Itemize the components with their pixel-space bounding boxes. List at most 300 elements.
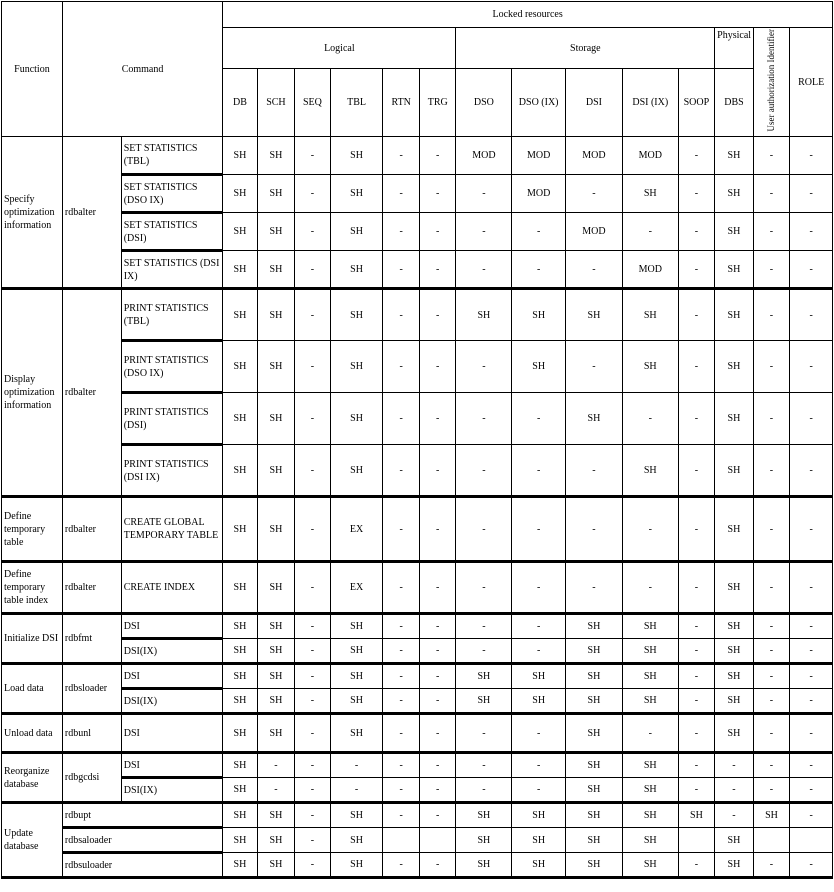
lock-value-cell: - bbox=[383, 689, 420, 714]
lock-value-cell: SH bbox=[257, 664, 295, 689]
lock-value-cell: - bbox=[753, 689, 790, 714]
lock-value-cell: SH bbox=[566, 664, 623, 689]
lock-value-cell: - bbox=[678, 213, 715, 251]
lock-value-cell: - bbox=[295, 689, 331, 714]
command-cell: DSI bbox=[121, 753, 222, 778]
lock-value-cell: - bbox=[678, 689, 715, 714]
lock-value-cell: - bbox=[456, 213, 512, 251]
function-cell: Unload data bbox=[2, 714, 63, 753]
lock-value-cell: SH bbox=[330, 445, 383, 497]
col-header: DSI bbox=[566, 69, 623, 137]
lock-value-cell: - bbox=[295, 828, 331, 853]
lock-value-cell: SH bbox=[223, 213, 257, 251]
lock-value-cell: - bbox=[419, 137, 456, 175]
lock-value-cell: SH bbox=[223, 393, 257, 445]
lock-value-cell: - bbox=[678, 251, 715, 289]
lock-value-cell: SH bbox=[257, 803, 295, 828]
lock-value-cell: - bbox=[456, 639, 512, 664]
lock-value-cell: SH bbox=[223, 664, 257, 689]
lock-value-cell: - bbox=[678, 639, 715, 664]
lock-value-cell: - bbox=[512, 753, 566, 778]
lock-value-cell: - bbox=[456, 714, 512, 753]
lock-value-cell: - bbox=[753, 497, 790, 562]
lock-value-cell: SH bbox=[257, 639, 295, 664]
lock-value-cell: SH bbox=[223, 614, 257, 639]
lock-value-cell: SH bbox=[566, 689, 623, 714]
utility-cell: rdbfmt bbox=[62, 614, 121, 664]
function-cell: Display optimization information bbox=[2, 289, 63, 497]
lock-value-cell: - bbox=[383, 803, 420, 828]
lock-value-cell: - bbox=[790, 251, 833, 289]
lock-value-cell: SH bbox=[223, 778, 257, 803]
utility-cell: rdbalter bbox=[62, 562, 121, 614]
lock-value-cell: - bbox=[790, 778, 833, 803]
lock-value-cell: SH bbox=[678, 803, 715, 828]
command-cell: PRINT STATISTICS (DSI) bbox=[121, 393, 222, 445]
lock-value-cell: SH bbox=[223, 753, 257, 778]
col-header: SEQ bbox=[295, 69, 331, 137]
col-header: DSI (IX) bbox=[622, 69, 678, 137]
lock-value-cell: - bbox=[678, 137, 715, 175]
lock-value-cell: SH bbox=[456, 689, 512, 714]
lock-value-cell: - bbox=[622, 393, 678, 445]
lock-value-cell: SH bbox=[257, 828, 295, 853]
lock-value-cell: SH bbox=[223, 289, 257, 341]
table-row bbox=[2, 213, 833, 251]
lock-value-cell: MOD bbox=[566, 213, 623, 251]
lock-value-cell: SH bbox=[330, 289, 383, 341]
lock-value-cell: - bbox=[753, 213, 790, 251]
lock-value-cell: - bbox=[566, 341, 623, 393]
lock-value-cell: SH bbox=[257, 213, 295, 251]
lock-value-cell: SH bbox=[330, 689, 383, 714]
lock-table bbox=[1, 1, 833, 879]
lock-value-cell: SH bbox=[330, 251, 383, 289]
lock-value-cell: - bbox=[383, 497, 420, 562]
lock-value-cell: SH bbox=[223, 853, 257, 878]
lock-value-cell: - bbox=[419, 213, 456, 251]
lock-value-cell: - bbox=[295, 497, 331, 562]
lock-value-cell: - bbox=[678, 175, 715, 213]
command-cell: DSI bbox=[121, 714, 222, 753]
lock-value-cell: SH bbox=[566, 714, 623, 753]
lock-value-cell: SH bbox=[330, 639, 383, 664]
lock-value-cell: - bbox=[753, 714, 790, 753]
lock-value-cell: - bbox=[512, 614, 566, 639]
lock-value-cell: - bbox=[295, 614, 331, 639]
lock-value-cell: - bbox=[790, 664, 833, 689]
lock-value-cell: - bbox=[383, 562, 420, 614]
lock-value-cell: SH bbox=[257, 714, 295, 753]
col-header: DSO (IX) bbox=[512, 69, 566, 137]
lock-value-cell: SH bbox=[622, 853, 678, 878]
lock-value-cell: SH bbox=[223, 497, 257, 562]
lock-value-cell: - bbox=[456, 445, 512, 497]
lock-value-cell: - bbox=[295, 562, 331, 614]
header-user-auth-id bbox=[753, 28, 790, 137]
lock-value-cell: - bbox=[383, 341, 420, 393]
lock-value-cell: - bbox=[419, 175, 456, 213]
lock-value-cell: SH bbox=[330, 664, 383, 689]
header-role: ROLE bbox=[790, 28, 833, 137]
lock-value-cell: SH bbox=[566, 289, 623, 341]
lock-value-cell: - bbox=[715, 753, 754, 778]
table-row bbox=[2, 289, 833, 341]
lock-value-cell: - bbox=[295, 803, 331, 828]
lock-value-cell: - bbox=[678, 289, 715, 341]
lock-value-cell: - bbox=[419, 664, 456, 689]
lock-value-cell: - bbox=[419, 639, 456, 664]
col-header: DB bbox=[223, 69, 257, 137]
lock-value-cell: - bbox=[678, 664, 715, 689]
lock-value-cell: - bbox=[295, 664, 331, 689]
command-cell: SET STATISTICS (TBL) bbox=[121, 137, 222, 175]
table-row bbox=[2, 664, 833, 689]
lock-value-cell: - bbox=[295, 251, 331, 289]
lock-value-cell: - bbox=[790, 445, 833, 497]
lock-value-cell: - bbox=[512, 251, 566, 289]
lock-value-cell: - bbox=[295, 778, 331, 803]
lock-value-cell: - bbox=[790, 497, 833, 562]
lock-value-cell: - bbox=[566, 562, 623, 614]
table-row bbox=[2, 445, 833, 497]
lock-value-cell: SH bbox=[715, 853, 754, 878]
lock-value-cell: SH bbox=[223, 689, 257, 714]
lock-value-cell: - bbox=[678, 753, 715, 778]
lock-value-cell: - bbox=[678, 714, 715, 753]
lock-value-cell: SH bbox=[512, 341, 566, 393]
lock-value-cell: - bbox=[790, 289, 833, 341]
lock-value-cell: SH bbox=[223, 341, 257, 393]
col-header: TRG bbox=[419, 69, 456, 137]
lock-value-cell: SH bbox=[257, 562, 295, 614]
command-cell: DSI(IX) bbox=[121, 639, 222, 664]
lock-value-cell: - bbox=[383, 714, 420, 753]
lock-value-cell: - bbox=[419, 497, 456, 562]
lock-value-cell: - bbox=[383, 393, 420, 445]
lock-value-cell: - bbox=[330, 778, 383, 803]
lock-value-cell: - bbox=[295, 853, 331, 878]
lock-value-cell: SH bbox=[223, 639, 257, 664]
utility-cell: rdbgcdsi bbox=[62, 753, 121, 803]
lock-value-cell bbox=[678, 828, 715, 853]
utility-cell: rdbalter bbox=[62, 497, 121, 562]
lock-value-cell: SH bbox=[512, 289, 566, 341]
lock-value-cell: - bbox=[383, 664, 420, 689]
lock-value-cell: SH bbox=[223, 714, 257, 753]
lock-value-cell: - bbox=[512, 445, 566, 497]
lock-value-cell: - bbox=[512, 497, 566, 562]
function-cell: Define temporary table index bbox=[2, 562, 63, 614]
lock-value-cell: - bbox=[456, 251, 512, 289]
lock-value-cell: - bbox=[512, 393, 566, 445]
lock-value-cell: - bbox=[753, 445, 790, 497]
lock-value-cell: SH bbox=[622, 639, 678, 664]
lock-value-cell: - bbox=[295, 175, 331, 213]
lock-value-cell: - bbox=[622, 562, 678, 614]
lock-value-cell: MOD bbox=[512, 137, 566, 175]
command-cell: PRINT STATISTICS (DSI IX) bbox=[121, 445, 222, 497]
lock-value-cell: SH bbox=[715, 213, 754, 251]
lock-value-cell: SH bbox=[257, 251, 295, 289]
lock-value-cell: - bbox=[257, 753, 295, 778]
lock-value-cell: - bbox=[512, 714, 566, 753]
table-row bbox=[2, 251, 833, 289]
lock-value-cell: - bbox=[383, 639, 420, 664]
lock-value-cell: - bbox=[383, 853, 420, 878]
lock-value-cell: SH bbox=[223, 828, 257, 853]
lock-value-cell: - bbox=[512, 213, 566, 251]
table-row bbox=[2, 175, 833, 213]
lock-value-cell: - bbox=[790, 639, 833, 664]
function-cell: Initialize DSI bbox=[2, 614, 63, 664]
command-cell: SET STATISTICS (DSO IX) bbox=[121, 175, 222, 213]
lock-value-cell: - bbox=[419, 289, 456, 341]
lock-value-cell: - bbox=[383, 137, 420, 175]
lock-value-cell: SH bbox=[512, 828, 566, 853]
lock-value-cell: - bbox=[383, 778, 420, 803]
header-command: Command bbox=[62, 2, 222, 137]
lock-value-cell: MOD bbox=[456, 137, 512, 175]
command-cell: SET STATISTICS (DSI) bbox=[121, 213, 222, 251]
lock-value-cell: - bbox=[383, 445, 420, 497]
lock-value-cell: - bbox=[566, 497, 623, 562]
lock-value-cell: - bbox=[330, 753, 383, 778]
lock-value-cell: SH bbox=[566, 393, 623, 445]
table-row bbox=[2, 497, 833, 562]
utility-cell: rdbunl bbox=[62, 714, 121, 753]
lock-value-cell: SH bbox=[330, 393, 383, 445]
function-cell: Specify optimization information bbox=[2, 137, 63, 289]
lock-value-cell: SH bbox=[622, 689, 678, 714]
lock-value-cell: SH bbox=[330, 714, 383, 753]
lock-value-cell: - bbox=[383, 614, 420, 639]
lock-value-cell: - bbox=[456, 614, 512, 639]
lock-value-cell: SH bbox=[622, 341, 678, 393]
utility-cell: rdbalter bbox=[62, 137, 121, 289]
lock-value-cell: - bbox=[419, 562, 456, 614]
lock-value-cell: - bbox=[383, 251, 420, 289]
lock-value-cell: - bbox=[790, 803, 833, 828]
lock-value-cell: SH bbox=[257, 393, 295, 445]
lock-value-cell: SH bbox=[330, 341, 383, 393]
lock-value-cell: - bbox=[715, 778, 754, 803]
lock-value-cell: SH bbox=[257, 137, 295, 175]
lock-value-cell: SH bbox=[257, 445, 295, 497]
table-row bbox=[2, 562, 833, 614]
lock-value-cell: - bbox=[790, 137, 833, 175]
function-cell: Reorganize database bbox=[2, 753, 63, 803]
lock-value-cell: - bbox=[295, 753, 331, 778]
table-row bbox=[2, 393, 833, 445]
function-cell: Update database bbox=[2, 803, 63, 878]
lock-value-cell: - bbox=[419, 753, 456, 778]
lock-value-cell: SH bbox=[715, 251, 754, 289]
command-cell: PRINT STATISTICS (TBL) bbox=[121, 289, 222, 341]
lock-value-cell: SH bbox=[622, 803, 678, 828]
lock-value-cell: SH bbox=[715, 289, 754, 341]
lock-value-cell: SH bbox=[512, 803, 566, 828]
lock-value-cell: SH bbox=[456, 289, 512, 341]
lock-value-cell: SH bbox=[566, 778, 623, 803]
utility-cell: rdbalter bbox=[62, 289, 121, 497]
lock-value-cell: - bbox=[753, 853, 790, 878]
lock-value-cell: SH bbox=[622, 753, 678, 778]
lock-value-cell: SH bbox=[566, 753, 623, 778]
lock-value-cell: - bbox=[419, 689, 456, 714]
lock-value-cell: - bbox=[295, 445, 331, 497]
lock-value-cell bbox=[790, 828, 833, 853]
lock-value-cell: - bbox=[753, 664, 790, 689]
lock-value-cell: SH bbox=[715, 639, 754, 664]
lock-value-cell: SH bbox=[257, 289, 295, 341]
lock-value-cell: - bbox=[295, 137, 331, 175]
lock-value-cell: SH bbox=[715, 714, 754, 753]
lock-value-cell: - bbox=[566, 175, 623, 213]
lock-value-cell: - bbox=[678, 614, 715, 639]
lock-value-cell: - bbox=[295, 289, 331, 341]
lock-value-cell: SH bbox=[715, 562, 754, 614]
lock-value-cell: SH bbox=[715, 497, 754, 562]
lock-value-cell: - bbox=[715, 803, 754, 828]
function-cell: Define temporary table bbox=[2, 497, 63, 562]
command-cell: SET STATISTICS (DSI IX) bbox=[121, 251, 222, 289]
lock-value-cell: - bbox=[456, 497, 512, 562]
lock-value-cell: - bbox=[419, 778, 456, 803]
lock-value-cell: - bbox=[512, 562, 566, 614]
lock-value-cell: SH bbox=[330, 175, 383, 213]
col-header: DBS bbox=[715, 69, 754, 137]
command-cell: PRINT STATISTICS (DSO IX) bbox=[121, 341, 222, 393]
lock-value-cell: SH bbox=[456, 853, 512, 878]
lock-value-cell: - bbox=[753, 175, 790, 213]
lock-value-cell: - bbox=[456, 778, 512, 803]
table-row bbox=[2, 341, 833, 393]
lock-value-cell: - bbox=[753, 753, 790, 778]
lock-value-cell: - bbox=[790, 853, 833, 878]
lock-value-cell: - bbox=[678, 393, 715, 445]
header-function: Function bbox=[2, 2, 63, 137]
lock-value-cell: - bbox=[678, 445, 715, 497]
utility-cell: rdbsloader bbox=[62, 664, 121, 714]
lock-value-cell: MOD bbox=[512, 175, 566, 213]
lock-value-cell: SH bbox=[622, 614, 678, 639]
lock-value-cell: SH bbox=[622, 445, 678, 497]
lock-value-cell: SH bbox=[715, 664, 754, 689]
table-row bbox=[2, 853, 833, 878]
lock-value-cell: SH bbox=[566, 639, 623, 664]
lock-value-cell: - bbox=[790, 753, 833, 778]
lock-value-cell: SH bbox=[223, 251, 257, 289]
lock-value-cell: - bbox=[790, 714, 833, 753]
lock-value-cell: - bbox=[295, 393, 331, 445]
lock-value-cell: - bbox=[753, 137, 790, 175]
lock-value-cell: - bbox=[383, 289, 420, 341]
lock-value-cell: - bbox=[790, 175, 833, 213]
lock-value-cell: SH bbox=[715, 445, 754, 497]
lock-value-cell: - bbox=[419, 853, 456, 878]
table-row bbox=[2, 803, 833, 828]
lock-value-cell: MOD bbox=[622, 251, 678, 289]
lock-value-cell: SH bbox=[715, 341, 754, 393]
lock-value-cell: EX bbox=[330, 497, 383, 562]
lock-value-cell: - bbox=[295, 341, 331, 393]
lock-value-cell: SH bbox=[512, 664, 566, 689]
lock-value-cell: SH bbox=[223, 175, 257, 213]
lock-value-cell: - bbox=[566, 445, 623, 497]
lock-value-cell: - bbox=[622, 714, 678, 753]
lock-value-cell: - bbox=[678, 778, 715, 803]
lock-value-cell: SH bbox=[715, 614, 754, 639]
lock-value-cell: - bbox=[622, 497, 678, 562]
command-cell: DSI(IX) bbox=[121, 778, 222, 803]
lock-value-cell: SH bbox=[257, 175, 295, 213]
lock-value-cell: - bbox=[383, 753, 420, 778]
lock-value-cell: - bbox=[753, 778, 790, 803]
lock-value-cell: - bbox=[456, 175, 512, 213]
lock-value-cell: - bbox=[790, 614, 833, 639]
lock-value-cell: - bbox=[753, 562, 790, 614]
lock-value-cell: - bbox=[383, 213, 420, 251]
command-cell: rdbupt bbox=[62, 803, 222, 828]
lock-value-cell: - bbox=[753, 639, 790, 664]
lock-value-cell: - bbox=[419, 251, 456, 289]
command-cell: CREATE INDEX bbox=[121, 562, 222, 614]
lock-value-cell: SH bbox=[622, 289, 678, 341]
lock-value-cell: SH bbox=[330, 828, 383, 853]
lock-value-cell: SH bbox=[715, 137, 754, 175]
lock-value-cell: - bbox=[295, 639, 331, 664]
table-row bbox=[2, 828, 833, 853]
lock-value-cell: SH bbox=[223, 445, 257, 497]
lock-value-cell: - bbox=[419, 393, 456, 445]
lock-value-cell: - bbox=[512, 778, 566, 803]
header-storage: Storage bbox=[456, 28, 715, 69]
table-row bbox=[2, 137, 833, 175]
lock-value-cell: - bbox=[678, 497, 715, 562]
lock-value-cell: - bbox=[790, 689, 833, 714]
lock-value-cell: - bbox=[790, 393, 833, 445]
lock-value-cell: - bbox=[753, 289, 790, 341]
lock-value-cell: - bbox=[622, 213, 678, 251]
lock-value-cell: - bbox=[456, 562, 512, 614]
header-logical: Logical bbox=[223, 28, 456, 69]
command-cell: CREATE GLOBAL TEMPORARY TABLE bbox=[121, 497, 222, 562]
lock-value-cell: - bbox=[753, 341, 790, 393]
lock-value-cell: - bbox=[753, 251, 790, 289]
table-row bbox=[2, 639, 833, 664]
lock-value-cell: - bbox=[419, 445, 456, 497]
lock-value-cell: - bbox=[678, 853, 715, 878]
lock-value-cell: SH bbox=[456, 828, 512, 853]
lock-value-cell: - bbox=[512, 639, 566, 664]
lock-value-cell: SH bbox=[330, 213, 383, 251]
lock-value-cell: - bbox=[257, 778, 295, 803]
table-row bbox=[2, 614, 833, 639]
lock-value-cell: SH bbox=[257, 853, 295, 878]
lock-value-cell: SH bbox=[223, 137, 257, 175]
lock-value-cell: EX bbox=[330, 562, 383, 614]
lock-value-cell: - bbox=[790, 341, 833, 393]
table-row bbox=[2, 714, 833, 753]
lock-value-cell: - bbox=[678, 341, 715, 393]
lock-value-cell: SH bbox=[622, 828, 678, 853]
lock-value-cell: - bbox=[383, 175, 420, 213]
lock-value-cell: - bbox=[566, 251, 623, 289]
lock-value-cell bbox=[383, 828, 420, 853]
lock-value-cell: - bbox=[790, 213, 833, 251]
lock-value-cell: SH bbox=[715, 828, 754, 853]
